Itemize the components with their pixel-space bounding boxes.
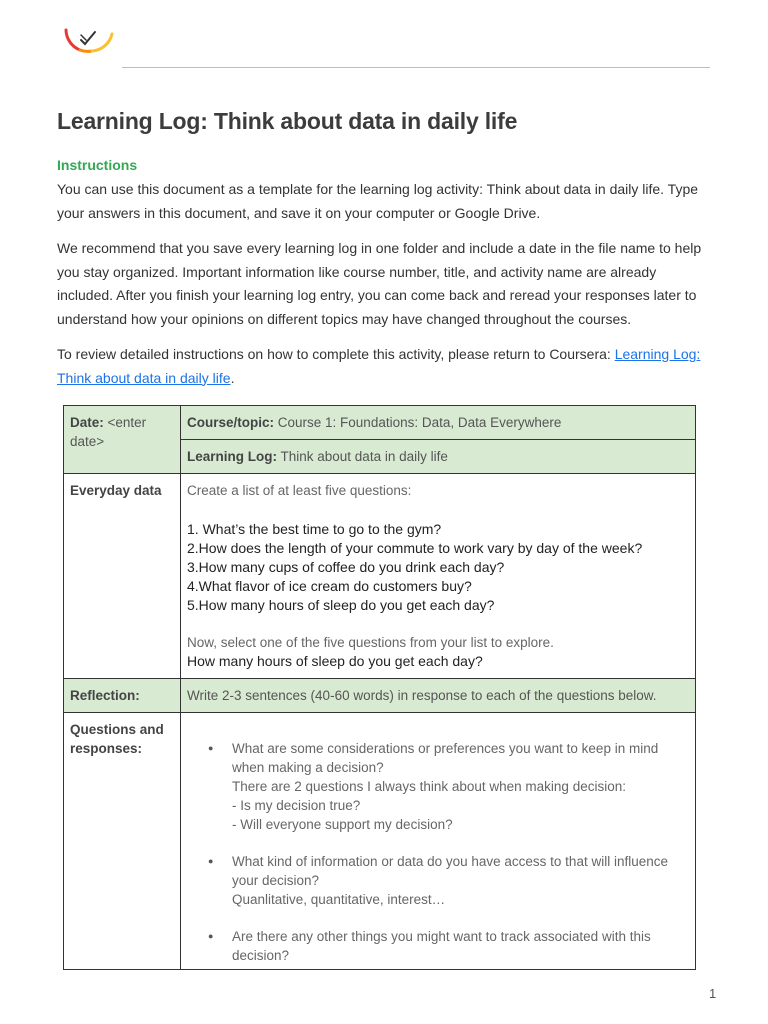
selected-question: How many hours of sleep do you get each day? bbox=[187, 653, 483, 669]
learning-log-value: Think about data in daily life bbox=[277, 449, 448, 464]
list-item bbox=[232, 927, 689, 965]
questions-responses-label: Questions and responses: bbox=[70, 722, 164, 756]
question-item: 1. What’s the best time to go to the gym? bbox=[187, 521, 442, 537]
reflection-question: ● Are there any other things you might want to track associated with this decision? bbox=[232, 929, 651, 963]
questions-responses-cell[interactable] bbox=[181, 713, 696, 970]
response-line: Quanlitative, quantitative, interest… bbox=[232, 892, 446, 907]
reflection-label-cell bbox=[64, 679, 181, 713]
reflection-question: ● What are some considerations or preferences you want to keep in mind when making a decision? bbox=[232, 741, 659, 775]
coursera-prompt-text: To review detailed instructions on how to complete this activity, please return to Coursera: bbox=[57, 346, 615, 362]
course-topic-value: Course 1: Foundations: Data, Data Everywhere bbox=[274, 415, 562, 430]
date-value: <enter date> bbox=[70, 415, 147, 449]
page-number: 1 bbox=[709, 986, 717, 1001]
course-topic-cell bbox=[181, 406, 696, 440]
select-prompt: Now, select one of the five questions from your list to explore. bbox=[187, 635, 554, 650]
prompt-period: . bbox=[230, 369, 235, 386]
learning-log-label: Learning Log: bbox=[187, 449, 277, 464]
list-item bbox=[232, 852, 689, 909]
learning-log-cell bbox=[181, 440, 696, 474]
instructions-paragraph-1: You can use this document as a template for the learning log activity: Think about data in daily life. Type your answers in this document, and save it on your computer or Google Drive. bbox=[57, 181, 699, 221]
everyday-data-label-cell bbox=[64, 474, 181, 679]
response-line: - Will everyone support my decision? bbox=[232, 817, 453, 832]
instructions-paragraph-2: We recommend that you save every learning log in one folder and include a date in the file name to help you stay organized. Important information like course number, title, and activity name are already included. After you finish your learning log entry, you can come back and reread your responses later to understand how your opinions on different topics may have changed throughout the courses. bbox=[57, 240, 702, 327]
reflection-question: ● What kind of information or data do you have access to that will influence your decision? bbox=[232, 854, 668, 888]
date-cell[interactable] bbox=[64, 406, 181, 474]
question-item: 5.How many hours of sleep do you get each day? bbox=[187, 597, 495, 613]
page-title: Learning Log: Think about data in daily life bbox=[57, 108, 518, 134]
reflection-cell bbox=[181, 679, 696, 713]
reflection-value: Write 2-3 sentences (40-60 words) in response to each of the questions below. bbox=[187, 688, 657, 703]
response-line: - Is my decision true? bbox=[232, 798, 361, 813]
response-line: There are 2 questions I always think about when making decision: bbox=[232, 779, 626, 794]
everyday-data-label: Everyday data bbox=[70, 483, 162, 498]
instructions-paragraph-3 bbox=[57, 343, 707, 390]
questions-responses-label-cell bbox=[64, 713, 181, 970]
questions-list bbox=[187, 739, 689, 965]
reflection-label: Reflection: bbox=[70, 688, 140, 703]
course-topic-label: Course/topic: bbox=[187, 415, 275, 430]
instructions-heading: Instructions bbox=[57, 157, 138, 173]
header-divider bbox=[122, 67, 710, 68]
list-item bbox=[232, 739, 689, 834]
question-item: 3.How many cups of coffee do you drink each day? bbox=[187, 559, 505, 575]
everyday-data-cell[interactable] bbox=[181, 474, 696, 679]
learning-log-table bbox=[63, 405, 696, 970]
everyday-prompt: Create a list of at least five questions: bbox=[187, 483, 412, 498]
date-label: Date: bbox=[70, 415, 104, 430]
question-item: 2.How does the length of your commute to work vary by day of the week? bbox=[187, 540, 643, 556]
coursera-activity-link[interactable]: Learning Log: Think about data in daily life bbox=[57, 346, 701, 386]
logo-icon bbox=[62, 22, 118, 58]
question-item: 4.What flavor of ice cream do customers buy? bbox=[187, 578, 472, 594]
question-list bbox=[187, 520, 689, 615]
